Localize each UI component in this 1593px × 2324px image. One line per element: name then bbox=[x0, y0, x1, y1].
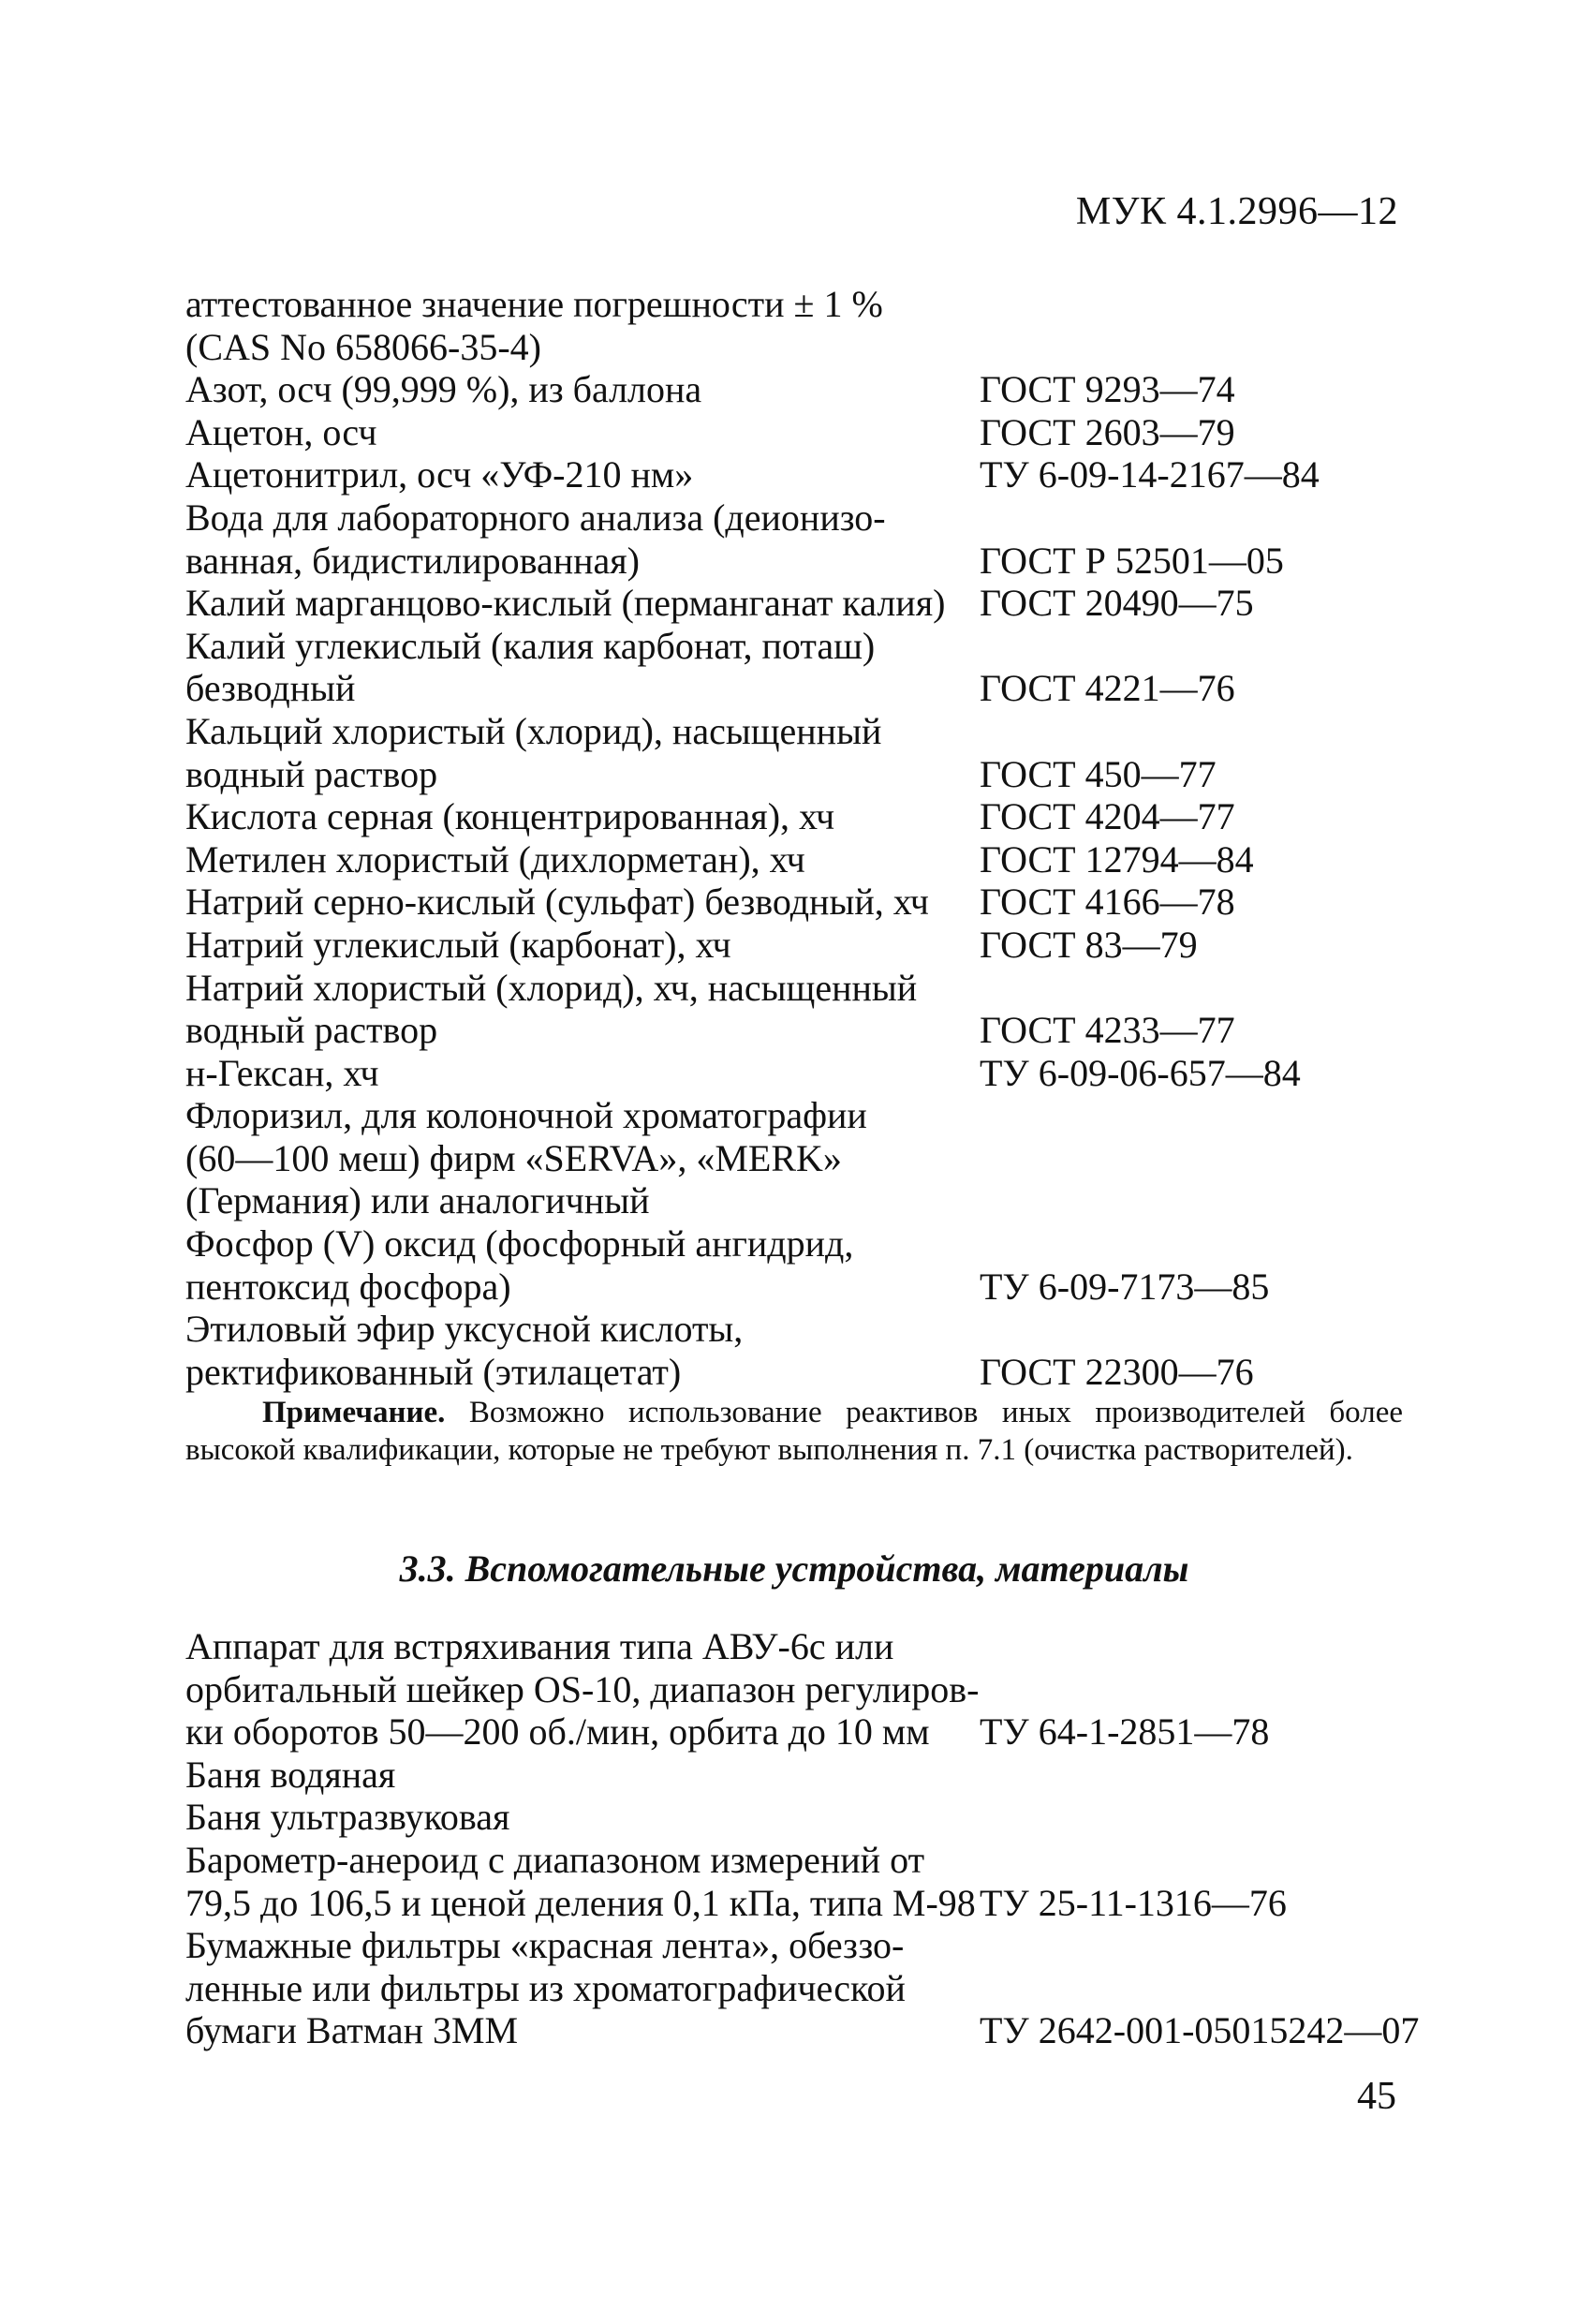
reagent-row-name: Этиловый эфир уксусной кислоты, bbox=[185, 1308, 744, 1351]
reagent-row-name: Натрий хлористый (хлорид), хч, насыщенный bbox=[185, 966, 918, 1009]
reagent-row-standard: ГОСТ 450—77 bbox=[980, 752, 1217, 795]
reagent-row bbox=[185, 881, 1422, 924]
reagent-row bbox=[185, 753, 1422, 796]
device-row bbox=[185, 2009, 1422, 2052]
reagent-row-name: водный раствор bbox=[185, 752, 438, 795]
reagent-row bbox=[185, 368, 1422, 411]
reagent-row-name: Флоризил, для колоночной хроматографии bbox=[185, 1094, 867, 1137]
reagent-row-name: Калий марганцово-кислый (перманганат калия) bbox=[185, 582, 946, 625]
reagent-row bbox=[185, 540, 1422, 583]
device-row bbox=[185, 1924, 1422, 1967]
device-row-name: бумаги Ватман 3ММ bbox=[185, 2009, 519, 2052]
device-row-name: Баня водяная bbox=[185, 1753, 396, 1796]
note-lead: Примечание. bbox=[262, 1396, 446, 1429]
reagent-row bbox=[185, 1351, 1422, 1394]
reagent-row-standard: ГОСТ 9293—74 bbox=[980, 368, 1235, 411]
reagent-row bbox=[185, 625, 1422, 668]
reagent-row bbox=[185, 1266, 1422, 1309]
reagent-row bbox=[185, 582, 1422, 625]
reagent-row-name: (CAS No 658066-35-4) bbox=[185, 325, 541, 368]
reagent-row bbox=[185, 326, 1422, 369]
reagent-row-name: Натрий углекислый (карбонат), хч bbox=[185, 923, 731, 966]
reagent-row bbox=[185, 496, 1422, 540]
reagent-row-standard: ГОСТ 12794—84 bbox=[980, 837, 1254, 881]
reagent-row-standard: ГОСТ 2603—79 bbox=[980, 410, 1235, 453]
reagent-row-name: аттестованное значение погрешности ± 1 % bbox=[185, 283, 883, 325]
reagent-row bbox=[185, 1179, 1422, 1222]
reagent-row-name: ректификованный (этилацетат) bbox=[185, 1350, 682, 1393]
device-row-standard: ТУ 64-1-2851—78 bbox=[980, 1710, 1270, 1754]
reagent-row-name: Кислота серная (концентрированная), хч bbox=[185, 795, 835, 838]
device-row-standard: ТУ 2642-001-05015242—07 bbox=[980, 2009, 1420, 2052]
reagent-row bbox=[185, 283, 1422, 326]
device-row-standard: ТУ 25-11-1316—76 bbox=[980, 1881, 1287, 1924]
reagent-row-name: (60—100 меш) фирм «SERVA», «MERK» bbox=[185, 1136, 842, 1179]
reagents-list bbox=[185, 283, 1422, 1393]
note-paragraph bbox=[185, 1394, 1403, 1469]
reagent-row-name: Фосфор (V) оксид (фосфорный ангидрид, bbox=[185, 1222, 854, 1266]
reagent-row-standard: ГОСТ 4204—77 bbox=[980, 795, 1235, 838]
reagent-row-standard: ГОСТ 4233—77 bbox=[980, 1009, 1235, 1052]
device-row bbox=[185, 1967, 1422, 2010]
reagent-row bbox=[185, 453, 1422, 496]
device-row bbox=[185, 1668, 1422, 1711]
reagent-row-standard: ГОСТ 22300—76 bbox=[980, 1350, 1254, 1393]
reagent-row bbox=[185, 411, 1422, 454]
device-row bbox=[185, 1625, 1422, 1668]
reagent-row-standard: ТУ 6-09-06-657—84 bbox=[980, 1051, 1301, 1094]
reagent-row-name: Кальций хлористый (хлорид), насыщенный bbox=[185, 709, 882, 752]
device-row-name: Барометр-анероид с диапазоном измерений от bbox=[185, 1838, 925, 1881]
reagent-row-name: Метилен хлористый (дихлорметан), хч bbox=[185, 837, 805, 881]
reagent-row-name: безводный bbox=[185, 667, 356, 710]
reagent-row bbox=[185, 1094, 1422, 1137]
reagent-row bbox=[185, 838, 1422, 881]
reagent-row bbox=[185, 710, 1422, 753]
reagent-row bbox=[185, 1308, 1422, 1351]
section-title: 3.3. Вспомогательные устройства, материалы bbox=[399, 1547, 1189, 1590]
document-code-header: МУК 4.1.2996—12 bbox=[1075, 190, 1398, 233]
reagent-row-standard: ГОСТ 4221—76 bbox=[980, 667, 1235, 710]
reagent-row bbox=[185, 795, 1422, 838]
reagent-row-name: водный раствор bbox=[185, 1009, 438, 1052]
reagent-row-standard: ТУ 6-09-7173—85 bbox=[980, 1265, 1270, 1308]
device-row bbox=[185, 1839, 1422, 1882]
reagent-row-standard: ГОСТ 20490—75 bbox=[980, 582, 1254, 625]
device-row-name: Баня ультразвуковая bbox=[185, 1796, 510, 1839]
reagent-row-name: (Германия) или аналогичный bbox=[185, 1179, 650, 1222]
device-row-name: Бумажные фильтры «красная лента», обеззо- bbox=[185, 1924, 905, 1967]
device-row bbox=[185, 1796, 1422, 1839]
reagent-row-name: пентоксид фосфора) bbox=[185, 1265, 511, 1308]
reagent-row-standard: ГОСТ 4166—78 bbox=[980, 881, 1235, 924]
device-row-name: Аппарат для встряхивания типа АВУ-6с или bbox=[185, 1625, 894, 1667]
device-row bbox=[185, 1882, 1422, 1925]
reagent-row bbox=[185, 1137, 1422, 1180]
note-text: Возможно использование реактивов иных производителей более высокой квалификации, которые не требуют выполнения п. 7.1 (очистка растворителей). bbox=[185, 1396, 1403, 1467]
device-row bbox=[185, 1754, 1422, 1797]
reagent-row-standard: ГОСТ Р 52501—05 bbox=[980, 539, 1284, 582]
reagent-row bbox=[185, 1009, 1422, 1052]
reagent-row bbox=[185, 667, 1422, 710]
device-row-name: орбитальный шейкер OS-10, диапазон регулиров- bbox=[185, 1667, 980, 1710]
reagent-row-name: Ацетон, осч bbox=[185, 410, 377, 453]
reagent-row bbox=[185, 1052, 1422, 1095]
reagent-row-name: Азот, осч (99,999 %), из баллона bbox=[185, 368, 702, 411]
reagent-row bbox=[185, 1222, 1422, 1266]
reagent-row-name: Ацетонитрил, осч «УФ-210 нм» bbox=[185, 453, 694, 496]
reagent-row-name: Натрий серно-кислый (сульфат) безводный, хч bbox=[185, 881, 929, 924]
reagent-row bbox=[185, 967, 1422, 1010]
reagent-row-standard: ГОСТ 83—79 bbox=[980, 923, 1198, 966]
reagent-row-name: н-Гексан, хч bbox=[185, 1051, 379, 1094]
device-row-name: ки оборотов 50—200 об./мин, орбита до 10 мм bbox=[185, 1710, 930, 1754]
reagent-row-name: ванная, бидистилированная) bbox=[185, 539, 640, 582]
reagent-row bbox=[185, 924, 1422, 967]
page-number: 45 bbox=[1357, 2075, 1396, 2118]
device-row bbox=[185, 1710, 1422, 1754]
reagent-row-name: Вода для лабораторного анализа (деионизо- bbox=[185, 496, 886, 539]
device-row-name: 79,5 до 106,5 и ценой деления 0,1 кПа, типа М-98 bbox=[185, 1881, 976, 1924]
devices-list bbox=[185, 1625, 1422, 2052]
reagent-row-standard: ТУ 6-09-14-2167—84 bbox=[980, 453, 1320, 496]
device-row-name: ленные или фильтры из хроматографической bbox=[185, 1966, 906, 2009]
reagent-row-name: Калий углекислый (калия карбонат, поташ) bbox=[185, 624, 876, 667]
